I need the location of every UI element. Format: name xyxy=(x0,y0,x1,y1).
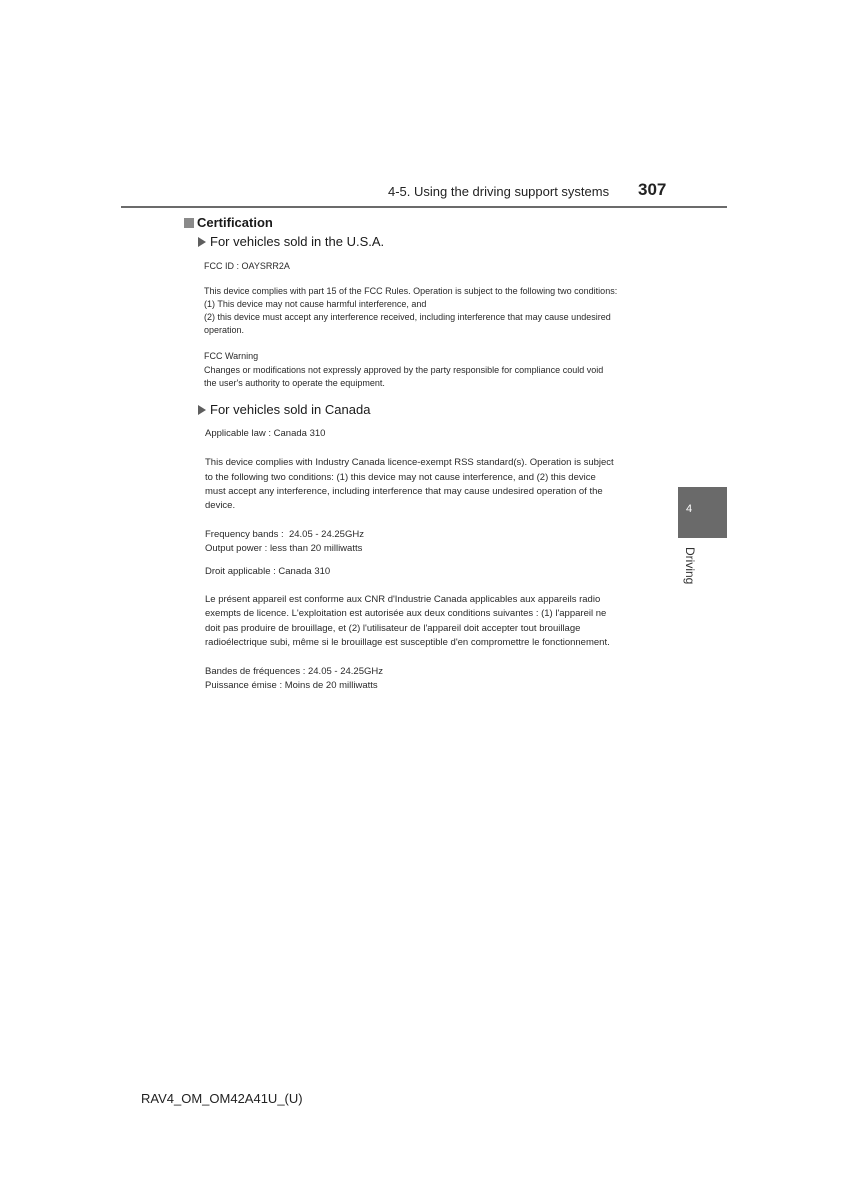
fcc-compliance-line: (2) this device must accept any interference received, including interference that may cause undesired xyxy=(204,312,611,322)
square-bullet-icon xyxy=(184,218,194,228)
ic-compliance-line: to the following two conditions: (1) this device may not cause interference, and (2) this device xyxy=(205,472,596,483)
bandes-frequences: Bandes de fréquences : 24.05 - 24.25GHz xyxy=(205,666,383,677)
canada-subhead-text: For vehicles sold in Canada xyxy=(210,402,371,417)
chapter-label: Driving xyxy=(683,547,697,585)
puissance-emise: Puissance émise : Moins de 20 milliwatts xyxy=(205,680,378,691)
triangle-bullet-icon xyxy=(198,237,206,247)
ic-compliance-line: This device complies with Industry Canada licence-exempt RSS standard(s). Operation is subject xyxy=(205,457,614,468)
canada-subhead xyxy=(198,402,370,417)
output-power: Output power : less than 20 milliwatts xyxy=(205,543,363,554)
fcc-compliance-line: (1) This device may not cause harmful interference, and xyxy=(204,299,427,309)
french-compliance-line: exempts de licence. L'exploitation est autorisée aux deux conditions suivantes : (1) l'appareil ne xyxy=(205,608,607,619)
fcc-compliance-line: This device complies with part 15 of the FCC Rules. Operation is subject to the following two conditions: xyxy=(204,286,618,296)
frequency-bands: Frequency bands : 24.05 - 24.25GHz xyxy=(205,529,364,540)
french-compliance-line: radioélectrique subi, même si le brouillage est susceptible d'en compromettre le fonctionnement. xyxy=(205,637,610,648)
fcc-warning-title: FCC Warning xyxy=(204,351,259,361)
french-compliance-line: Le présent appareil est conforme aux CNR d'Industrie Canada applicables aux appareils radio xyxy=(205,594,601,605)
ic-compliance-line: must accept any interference, including interference that may cause undesired operation of the xyxy=(205,486,603,497)
applicable-law: Applicable law : Canada 310 xyxy=(205,428,326,439)
usa-subhead-text: For vehicles sold in the U.S.A. xyxy=(210,234,385,249)
triangle-bullet-icon xyxy=(198,405,206,415)
fcc-warning-line: the user's authority to operate the equipment. xyxy=(204,378,385,388)
usa-subhead xyxy=(198,234,384,249)
certification-heading xyxy=(184,215,273,230)
ic-compliance-line: device. xyxy=(205,500,236,511)
fcc-compliance-line: operation. xyxy=(204,325,245,335)
page-number: 307 xyxy=(638,180,667,199)
section-title: 4-5. Using the driving support systems xyxy=(388,184,610,199)
chapter-number: 4 xyxy=(686,503,693,515)
fcc-id: FCC ID : OAYSRR2A xyxy=(204,261,290,271)
french-compliance-line: doit pas produire de brouillage, et (2) l'utilisateur de l'appareil doit accepter tout brouillage xyxy=(205,623,581,634)
fcc-warning-line: Changes or modifications not expressly approved by the party responsible for compliance could void xyxy=(204,365,604,375)
header-rule xyxy=(121,206,727,208)
heading-text: Certification xyxy=(197,215,273,230)
document-code: RAV4_OM_OM42A41U_(U) xyxy=(141,1091,303,1106)
droit-applicable: Droit applicable : Canada 310 xyxy=(205,566,331,577)
